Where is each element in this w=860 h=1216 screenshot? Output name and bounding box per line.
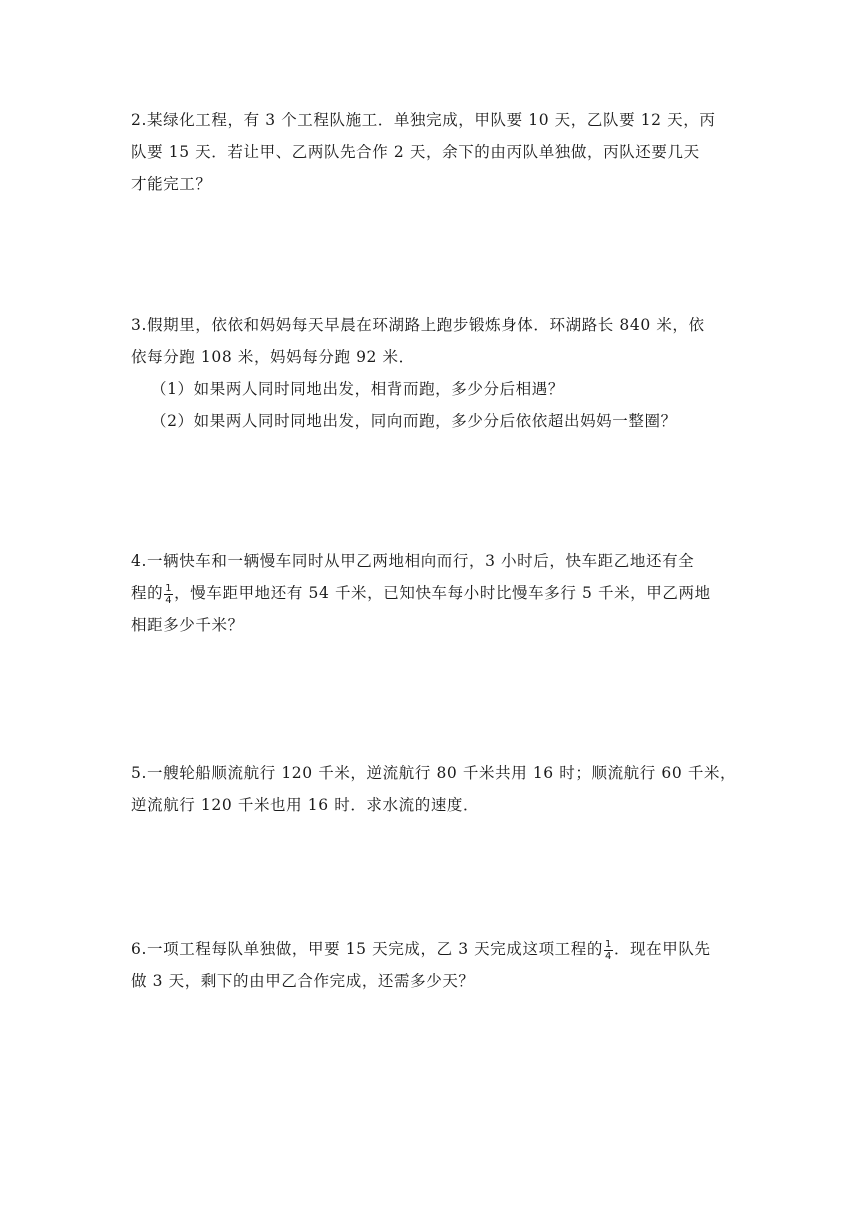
problem-4-line-1: 4.一辆快车和一辆慢车同时从甲乙两地相向而行，3 小时后，快车距乙地还有全 [131, 552, 695, 570]
fraction-denominator: 4 [604, 950, 612, 962]
fraction-one-quarter [604, 939, 613, 962]
problem-5 [131, 757, 737, 821]
problem-2-line-3: 才能完工？ [131, 175, 212, 193]
problem-6-line-2: 做 3 天，剩下的由甲乙合作完成，还需多少天？ [131, 972, 475, 990]
problem-3-sub-2: （2）如果两人同时同地出发，同向而跑，多少分后依依超出妈妈一整圈？ [151, 412, 677, 430]
fraction-denominator: 4 [165, 594, 173, 606]
fraction-numerator: 1 [604, 938, 612, 950]
fraction-one-quarter [164, 583, 173, 606]
problem-4 [131, 545, 731, 641]
problem-3-line-2: 依每分跑 108 米，妈妈每分跑 92 米． [131, 348, 415, 366]
problem-6-line-1-start: 6.一项工程每队单独做，甲要 15 天完成，乙 3 天完成这项工程的 [131, 940, 603, 958]
problem-3-line-1: 3.假期里，依依和妈妈每天早晨在环湖路上跑步锻炼身体．环湖路长 840 米，依 [131, 316, 705, 334]
problem-6-line-1-end: ．现在甲队先 [613, 940, 711, 958]
problem-3-sub-1: （1）如果两人同时同地出发，相背而跑，多少分后相遇？ [151, 380, 564, 398]
problem-3 [131, 309, 731, 437]
problem-4-line-2 [131, 577, 731, 609]
problem-6-line-1 [131, 933, 731, 965]
problem-5-line-1: 5.一艘轮船顺流航行 120 千米，逆流航行 80 千米共用 16 时；顺流航行 60 千米， [131, 764, 737, 782]
problem-5-line-2: 逆流航行 120 千米也用 16 时．求水流的速度． [131, 796, 480, 814]
problem-4-line-3: 相距多少千米？ [131, 616, 244, 634]
fraction-numerator: 1 [165, 582, 173, 594]
problem-2-line-1: 2.某绿化工程，有 3 个工程队施工．单独完成，甲队要 10 天，乙队要 12 天，丙 [131, 111, 716, 129]
problem-4-line-2-end: ，慢车距甲地还有 54 千米，已知快车每小时比慢车多行 5 千米，甲乙两地 [174, 584, 711, 602]
problem-2 [131, 104, 731, 200]
problem-4-line-2-start: 程的 [131, 584, 164, 602]
problem-6 [131, 933, 731, 997]
problem-2-line-2: 队要 15 天．若让甲、乙两队先合作 2 天，余下的由丙队单独做，丙队还要几天 [131, 143, 700, 161]
